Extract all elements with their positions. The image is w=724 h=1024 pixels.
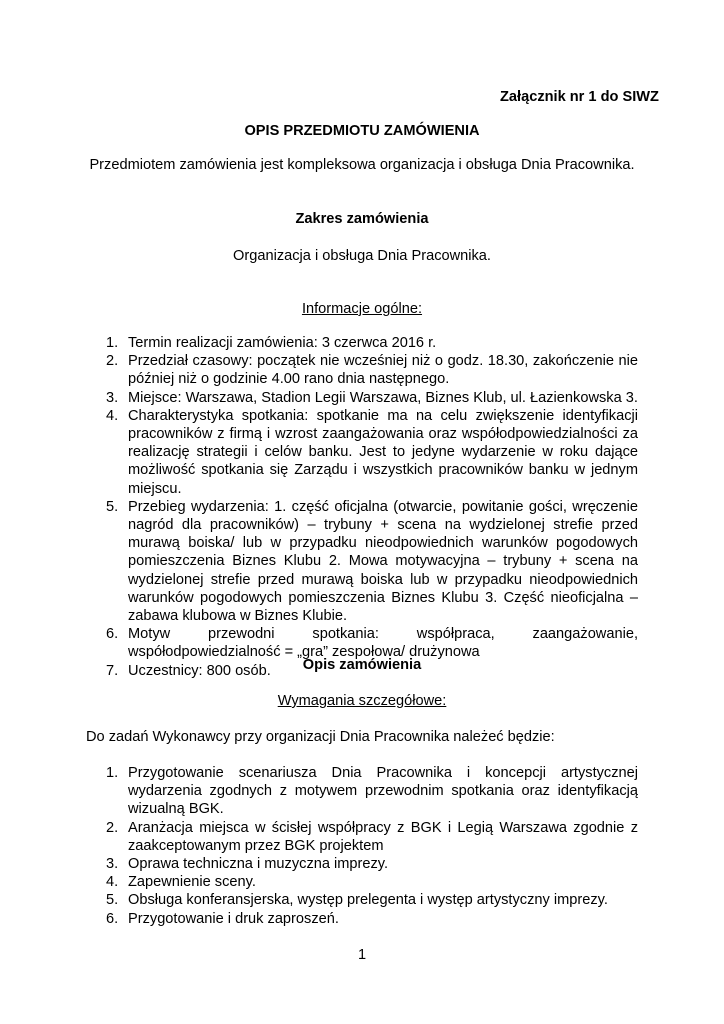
list-item-text: Przebieg wydarzenia: 1. część oficjalna (otwarcie, powitanie gości, wręczenie nagród dla pracowników) – trybuny + scena na wydzielonej strefie przed murawą boiska/ lub w przypadku nieodpowiednich warunków pogodowych pomieszczenia Biznes Klubu 2. Mowa motywacyjna – trybuny + scena na wydzielonej strefie przed murawą boiska lub w przypadku nieodpowiednich warunków pogodowych pomieszczenia Biznes Klubu 3. Część nieoficjalna – zabawa klubowa w Biznes Klubie. bbox=[128, 498, 638, 625]
list-item bbox=[106, 891, 638, 909]
list-item-number: 6. bbox=[106, 910, 119, 927]
list-item-text: Przedział czasowy: początek nie wcześniej niż o godz. 18.30, zakończenie nie później niż o godzinie 4.00 rano dnia następnego. bbox=[128, 353, 638, 388]
description-heading: Opis zamówienia bbox=[302, 657, 422, 673]
list-item bbox=[106, 407, 638, 498]
list-item-number: 2. bbox=[106, 819, 119, 836]
list-item bbox=[106, 498, 638, 625]
list-item-number: 5. bbox=[106, 498, 119, 515]
list-item bbox=[106, 873, 638, 891]
list-item-text: Zapewnienie sceny. bbox=[128, 874, 256, 891]
list-item-text: Miejsce: Warszawa, Stadion Legii Warszawa, Biznes Klub, ul. Łazienkowska 3. bbox=[128, 389, 638, 406]
general-info-list bbox=[106, 334, 638, 680]
list-item-number: 4. bbox=[106, 874, 119, 891]
list-item bbox=[106, 910, 638, 928]
page-number: 1 bbox=[357, 947, 367, 963]
list-item-text: Aranżacja miejsca w ścisłej współpracy z BGK i Legią Warszawa zgodnie z zaakceptowanym przez BGK projektem bbox=[128, 819, 638, 854]
document-title: OPIS PRZEDMIOTU ZAMÓWIENIA bbox=[244, 123, 480, 139]
scope-heading: Zakres zamówienia bbox=[295, 211, 429, 227]
list-item-number: 1. bbox=[106, 335, 119, 351]
list-item-number: 3. bbox=[106, 389, 119, 406]
list-item-number: 4. bbox=[106, 407, 119, 424]
list-item-text: Przygotowanie scenariusza Dnia Pracownika i koncepcji artystycznej wydarzenia zgodnych z motywem przewodnim spotkania oraz identyfikacją wizualną BGK. bbox=[128, 765, 638, 818]
list-item-number: 6. bbox=[106, 626, 119, 643]
list-item-number: 7. bbox=[106, 662, 119, 679]
list-item bbox=[106, 389, 638, 407]
intro-paragraph: Przedmiotem zamówienia jest kompleksowa organizacja i obsługa Dnia Pracownika. bbox=[89, 157, 635, 173]
list-item-number: 3. bbox=[106, 856, 119, 873]
list-item-text: Charakterystyka spotkania: spotkanie ma na celu zwiększenie identyfikacji pracowników z firmą i wzrost zaangażowania oraz współodpowiedzialności za realizację strategii i celów banku. Jest to jedyne wydarzenie w roku dające możliwość spotkania się Zarządu i wszystkich pracowników banku w jednym miejscu. bbox=[128, 407, 638, 497]
requirements-intro: Do zadań Wykonawcy przy organizacji Dnia Pracownika należeć będzie: bbox=[86, 729, 555, 745]
list-item bbox=[106, 764, 638, 819]
list-item bbox=[106, 819, 638, 855]
requirements-heading: Wymagania szczegółowe: bbox=[277, 693, 447, 709]
list-item-number: 1. bbox=[106, 765, 119, 781]
general-info-heading: Informacje ogólne: bbox=[301, 301, 423, 317]
list-item bbox=[106, 855, 638, 873]
list-item-text: Obsługa konferansjerska, występ prelegenta i występ artystyczny imprezy. bbox=[128, 892, 608, 909]
list-item bbox=[106, 334, 638, 352]
scope-text: Organizacja i obsługa Dnia Pracownika. bbox=[233, 248, 491, 264]
list-item-number: 5. bbox=[106, 892, 119, 909]
requirements-list bbox=[106, 764, 638, 928]
list-item bbox=[106, 352, 638, 388]
list-item-text: Termin realizacji zamówienia: 3 czerwca 2016 r. bbox=[128, 335, 437, 351]
list-item-number: 2. bbox=[106, 353, 119, 370]
list-item-text: Przygotowanie i druk zaproszeń. bbox=[128, 910, 339, 927]
list-item-text: Uczestnicy: 800 osób. bbox=[128, 662, 271, 679]
list-item-text: Oprawa techniczna i muzyczna imprezy. bbox=[128, 856, 389, 873]
list-item-text: Motyw przewodni spotkania: współpraca, zaangażowanie, współodpowiedzialność = „gra” zespołowa/ drużynowa bbox=[128, 626, 638, 661]
attachment-label: Załącznik nr 1 do SIWZ bbox=[500, 89, 659, 105]
